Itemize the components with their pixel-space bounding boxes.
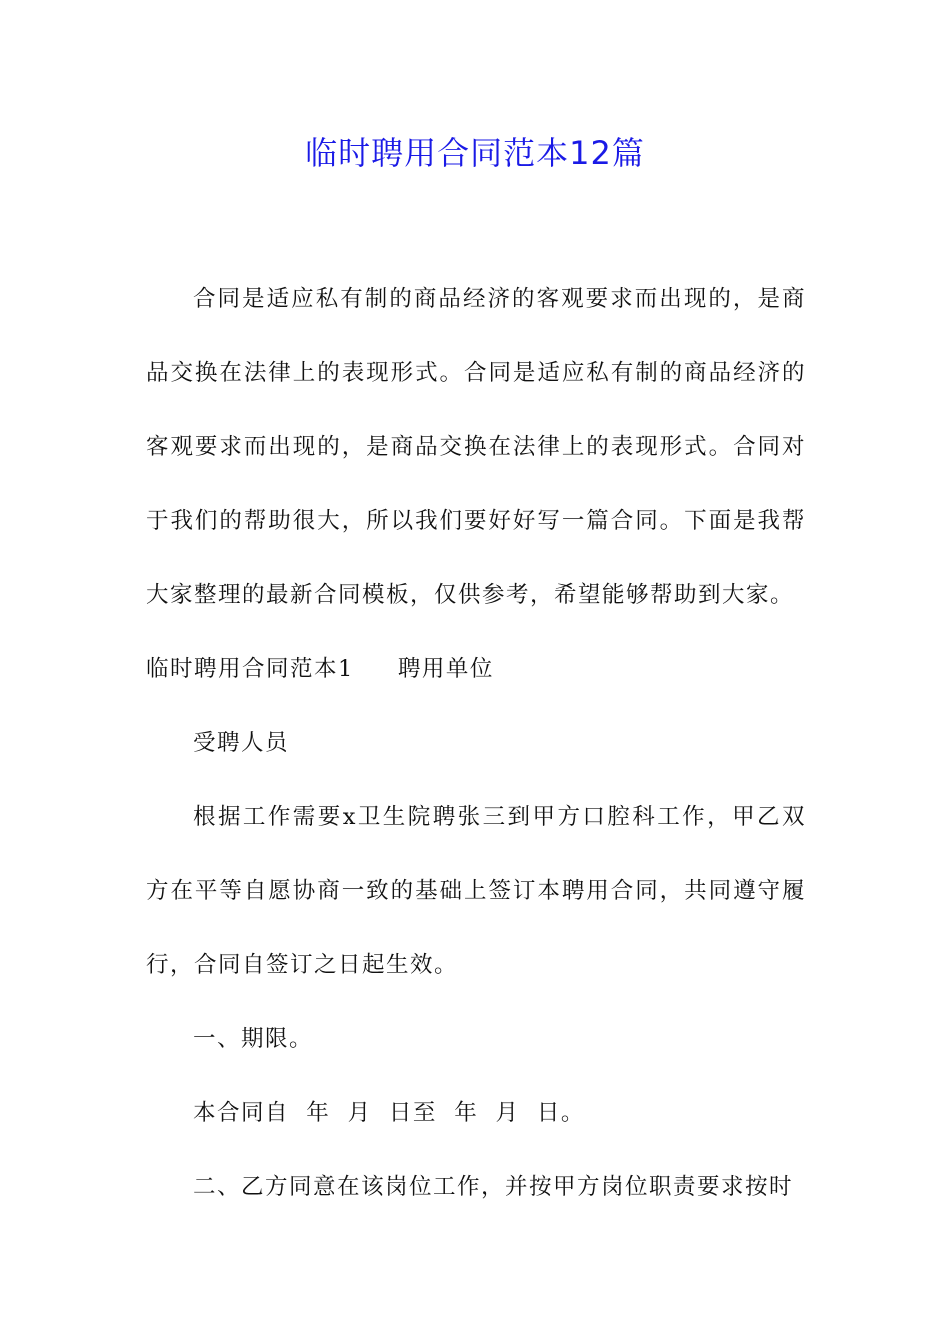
clause-1-text: 本合同自 年 月 日至 年 月 日。: [193, 1100, 585, 1126]
contract-paragraph-1: 根据工作需要x卫生院聘张三到甲方口腔科工作，甲乙双方在平等自愿协商一致的基础上签订本聘用合同，共同遵守履行，合同自签订之日起生效。: [146, 804, 806, 978]
clause-2-text: 二、乙方同意在该岗位工作，并按甲方岗位职责要求按时: [193, 1174, 794, 1200]
employee-label: 受聘人员: [193, 730, 290, 756]
document-title: 临时聘用合同范本12篇: [305, 134, 645, 172]
intro-paragraph: 合同是适应私有制的商品经济的客观要求而出现的，是商品交换在法律上的表现形式。合同是适应私有制的商品经济的客观要求而出现的，是商品交换在法律上的表现形式。合同对于我们的帮助很大，所以我们要好好写一篇合同。下面是我帮大家整理的最新合同模板，仅供参考，希望能够帮助到大家。: [146, 286, 806, 608]
document-body: [146, 262, 806, 1224]
employer-label: 聘用单位: [397, 656, 494, 682]
section-heading: 临时聘用合同范本1: [146, 656, 354, 682]
clause-1-heading: 一、期限。: [193, 1026, 314, 1052]
section-heading-line: [146, 632, 806, 706]
